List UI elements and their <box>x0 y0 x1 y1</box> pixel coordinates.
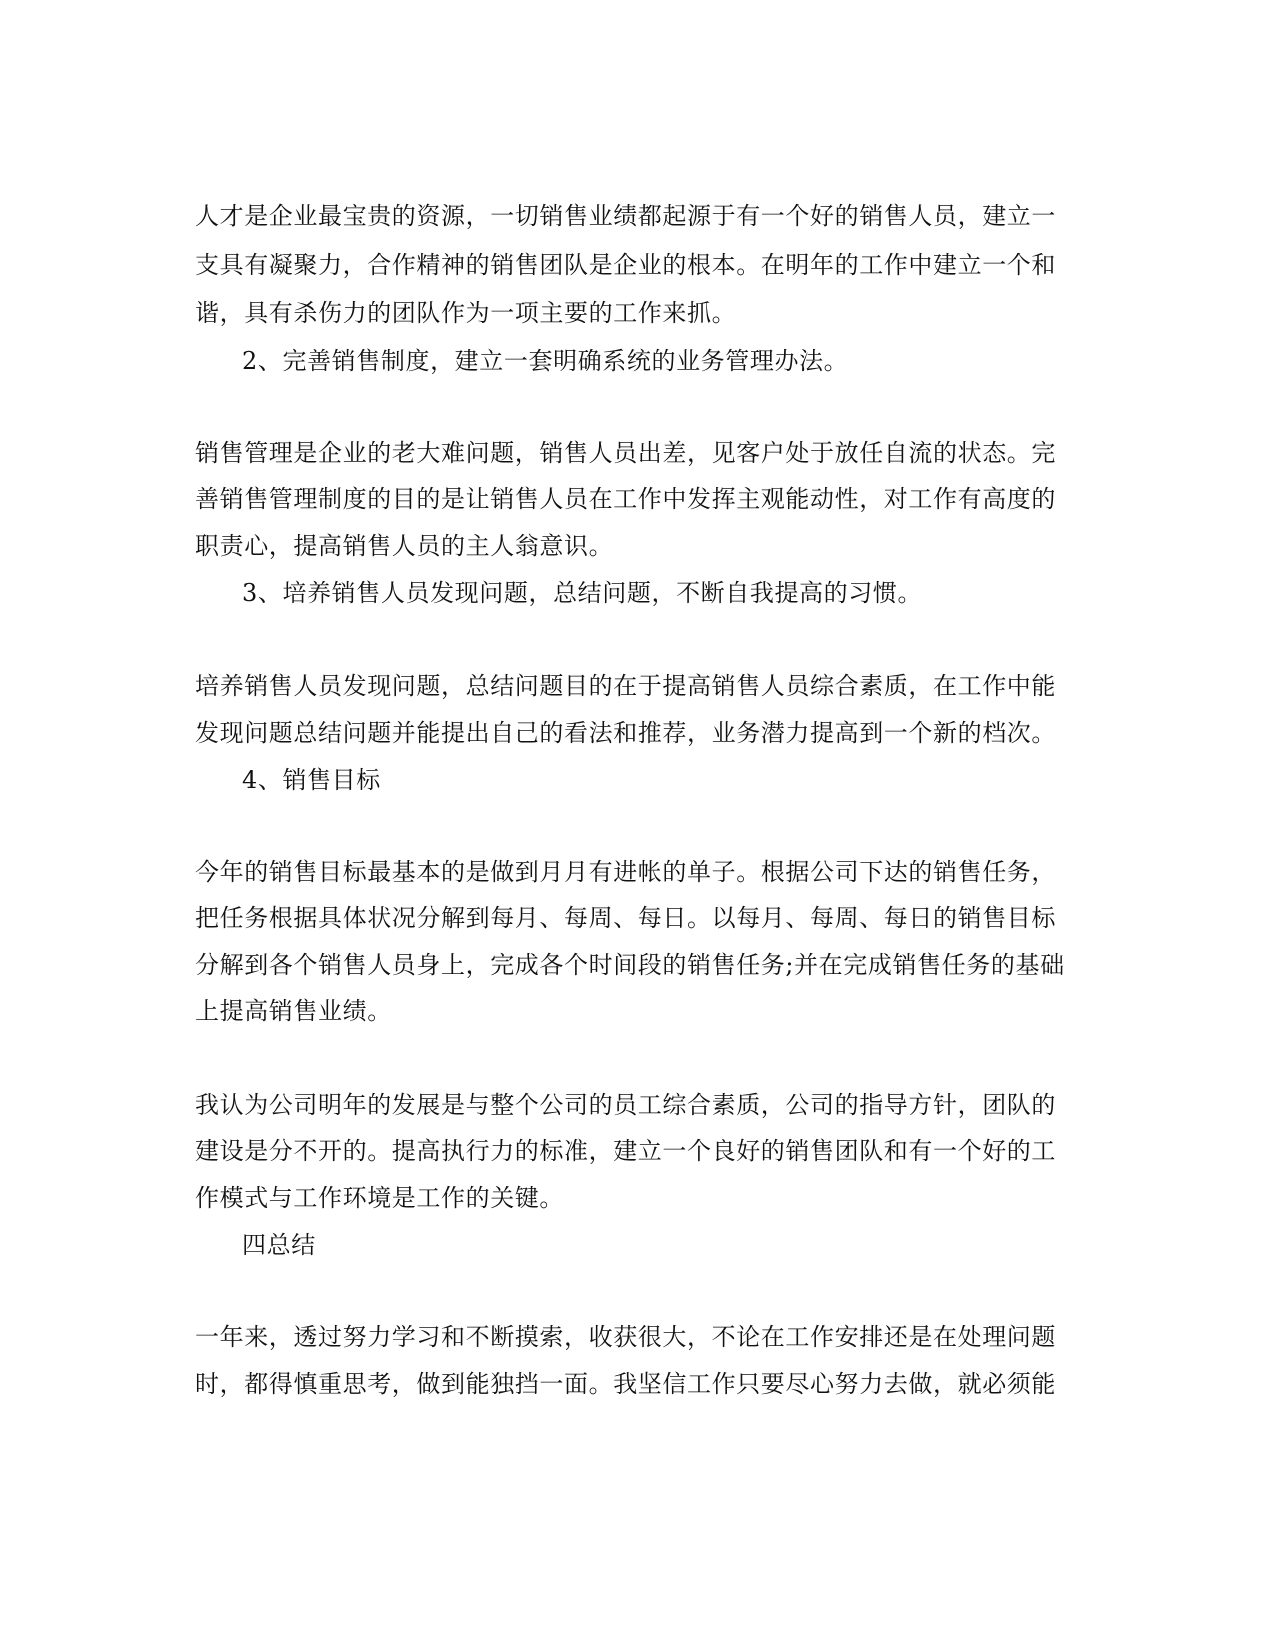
paragraph-line: 时，都得慎重思考，做到能独挡一面。我坚信工作只要尽心努力去做，就必须能 <box>195 1370 1056 1398</box>
paragraph-line: 建设是分不开的。提高执行力的标准，建立一个良好的销售团队和有一个好的工 <box>195 1137 1056 1165</box>
paragraph-line: 今年的销售目标最基本的是做到月月有进帐的单子。根据公司下达的销售任务， <box>195 858 1056 886</box>
paragraph-line: 我认为公司明年的发展是与整个公司的员工综合素质，公司的指导方针，团队的 <box>195 1091 1056 1119</box>
paragraph-line: 职责心，提高销售人员的主人翁意识。 <box>195 532 614 560</box>
paragraph-line: 作模式与工作环境是工作的关键。 <box>195 1184 564 1212</box>
paragraph-line: 善销售管理制度的目的是让销售人员在工作中发挥主观能动性，对工作有高度的 <box>195 485 1056 513</box>
paragraph-line: 支具有凝聚力，合作精神的销售团队是企业的根本。在明年的工作中建立一个和 <box>195 251 1056 279</box>
paragraph-line: 发现问题总结问题并能提出自己的看法和推荐，业务潜力提高到一个新的档次。 <box>195 719 1056 747</box>
paragraph-line: 分解到各个销售人员身上，完成各个时间段的销售任务;并在完成销售任务的基础 <box>195 951 1065 979</box>
section-heading: 4、销售目标 <box>242 766 381 794</box>
paragraph-line: 上提高销售业绩。 <box>195 997 392 1025</box>
paragraph-line: 一年来，透过努力学习和不断摸索，收获很大，不论在工作安排还是在处理问题 <box>195 1323 1056 1351</box>
section-heading: 3、培养销售人员发现问题，总结问题，不断自我提高的习惯。 <box>242 579 923 607</box>
paragraph-line: 谐，具有杀伤力的团队作为一项主要的工作来抓。 <box>195 299 737 327</box>
section-heading: 2、完善销售制度，建立一套明确系统的业务管理办法。 <box>242 347 849 375</box>
paragraph-line: 培养销售人员发现问题，总结问题目的在于提高销售人员综合素质，在工作中能 <box>195 672 1056 700</box>
paragraph-line: 人才是企业最宝贵的资源，一切销售业绩都起源于有一个好的销售人员，建立一 <box>195 202 1056 230</box>
paragraph-line: 把任务根据具体状况分解到每月、每周、每日。以每月、每周、每日的销售目标 <box>195 904 1056 932</box>
section-heading: 四总结 <box>242 1231 316 1259</box>
paragraph-line: 销售管理是企业的老大难问题，销售人员出差，见客户处于放任自流的状态。完 <box>195 439 1056 467</box>
